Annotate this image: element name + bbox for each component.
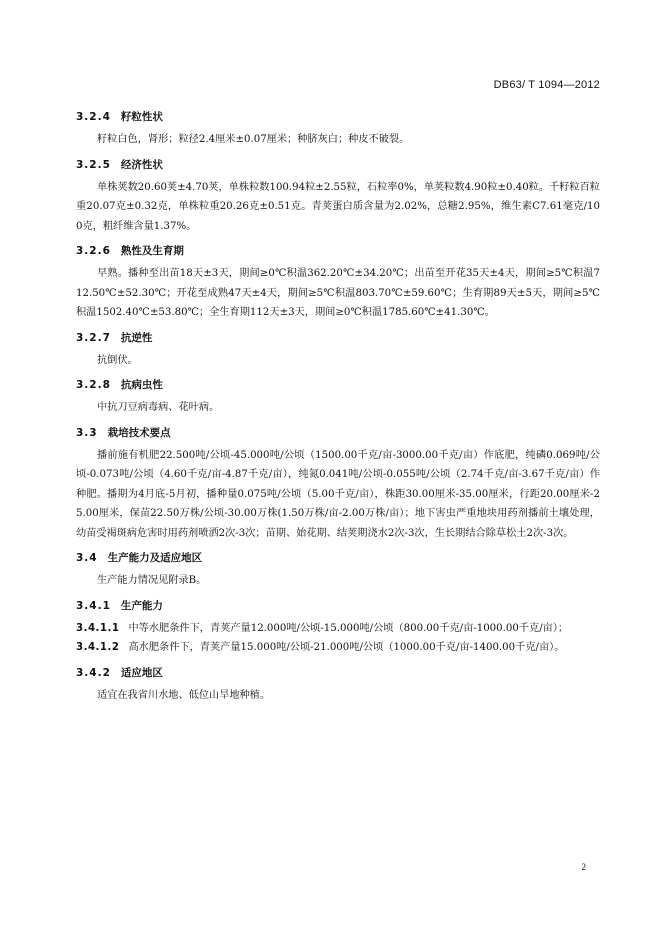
section-paragraph: 早熟。播种至出苗18天±3天，期间≥0℃积温362.20℃±34.20℃；出苗至开花35天±4天，期间≥5℃积温712.50℃±52.30℃；开花至成熟47天±4天，期间≥5℃积温803.70℃±59.60℃；生育期89天±5天，期间≥5℃积温1502.40℃±53.80℃；全生育期112天±3天，期间≥0℃积温1785.60℃±41.30℃。 — [76, 268, 600, 318]
section-paragraph: 单株荚数20.60荚±4.70荚，单株粒数100.94粒±2.55粒，石粒率0%，单荚粒数4.90粒±0.40粒。千籽粒百粒重20.07克±0.32克，单株粒重20.26克±0.51克。青荚蛋白质含量为2.02%，总糖2.95%，维生素C7.61毫克/100克，粗纤维含量1.37%。 — [76, 181, 600, 232]
document-body — [76, 102, 600, 709]
section-heading — [76, 666, 600, 680]
section-title: 经济性状 — [120, 158, 163, 171]
section-paragraph: 生产能力情况见附录B。 — [97, 575, 207, 586]
document-code: DB63/ T 1094—2012 — [493, 79, 600, 91]
section-title: 生产能力及适应地区 — [107, 552, 203, 564]
section-number: 3.4 — [76, 552, 98, 564]
section-title: 抗病虫性 — [120, 379, 163, 391]
section-title: 抗逆性 — [120, 331, 153, 344]
section-production-capacity — [76, 599, 600, 658]
section-adaptive-region — [76, 666, 600, 706]
section-number: 3.3 — [76, 426, 98, 439]
section-heading — [76, 551, 600, 565]
section-stress-resistance — [76, 331, 600, 371]
item-number: 3.4.1.2 — [76, 642, 120, 653]
section-number: 3.2.4 — [76, 111, 111, 123]
section-heading — [76, 599, 600, 613]
section-capacity-region — [76, 551, 600, 591]
section-disease-resistance — [76, 378, 600, 418]
section-cultivation — [76, 426, 600, 544]
section-heading — [76, 244, 600, 258]
section-title: 熟性及生育期 — [120, 245, 184, 257]
section-seed-traits — [76, 110, 600, 150]
list-item — [76, 638, 600, 658]
section-maturity — [76, 244, 600, 323]
section-number: 3.2.6 — [76, 245, 111, 257]
section-economic-traits — [76, 158, 600, 237]
section-heading — [76, 110, 600, 124]
item-text: 中等水肥条件下，青荚产量12.000吨/公顷-15.000吨/公顷（800.00千克/亩-1000.00千克/亩）； — [128, 622, 569, 634]
section-paragraph: 中抗刀豆病毒病、花叶病。 — [97, 402, 220, 413]
section-heading — [76, 158, 600, 172]
section-paragraph: 籽粒白色，肾形；粒径2.4厘米±0.07厘米；种脐灰白；种皮不破裂。 — [97, 134, 410, 145]
list-item — [76, 619, 600, 639]
section-number: 3.2.7 — [76, 331, 111, 344]
section-title: 生产能力 — [120, 599, 163, 612]
item-number: 3.4.1.1 — [76, 622, 120, 634]
page-number: 2 — [581, 862, 586, 872]
section-number: 3.4.2 — [76, 666, 111, 679]
section-number: 3.4.1 — [76, 599, 111, 612]
section-heading — [76, 331, 600, 345]
section-title: 籽粒性状 — [120, 111, 163, 123]
section-heading — [76, 378, 600, 392]
section-paragraph: 适宜在我省川水地、低位山旱地种植。 — [97, 689, 271, 701]
section-title: 适应地区 — [120, 666, 163, 679]
section-paragraph: 抗倒伏。 — [97, 354, 138, 366]
section-heading — [76, 426, 600, 440]
section-number: 3.2.5 — [76, 158, 111, 171]
section-number: 3.2.8 — [76, 379, 111, 391]
section-title: 栽培技术要点 — [107, 426, 171, 439]
section-paragraph: 播前施有机肥22.500吨/公顷-45.000吨/公顷（1500.00千克/亩-3000.00千克/亩）作底肥，纯磷0.069吨/公顷-0.073吨/公顷（4.60千克/亩-4.87千克/亩），纯氮0.041吨/公顷-0.055吨/公顷（2.74千克/亩-3.67千克/亩）作种肥。播期为4月底-5月初，播种量0.075吨/公顷（5.00千克/亩），株距30.00厘米-35.00厘米，行距20.00厘米-25.00厘米，保苗22.50万株/公顷-30.00万株(1.50万株/亩-2.00万株/亩）；地下害虫严重地块用药剂播前土壤处理，幼苗受褐斑病危害时用药剂喷洒2次-3次；苗期、始花期、结荚期浇水2次-3次，生长期结合除草松土2次-3次。 — [76, 449, 600, 539]
item-text: 高水肥条件下，青荚产量15.000吨/公顷-21.000吨/公顷（1000.00千克/亩-1400.00千克/亩）。 — [128, 642, 565, 653]
